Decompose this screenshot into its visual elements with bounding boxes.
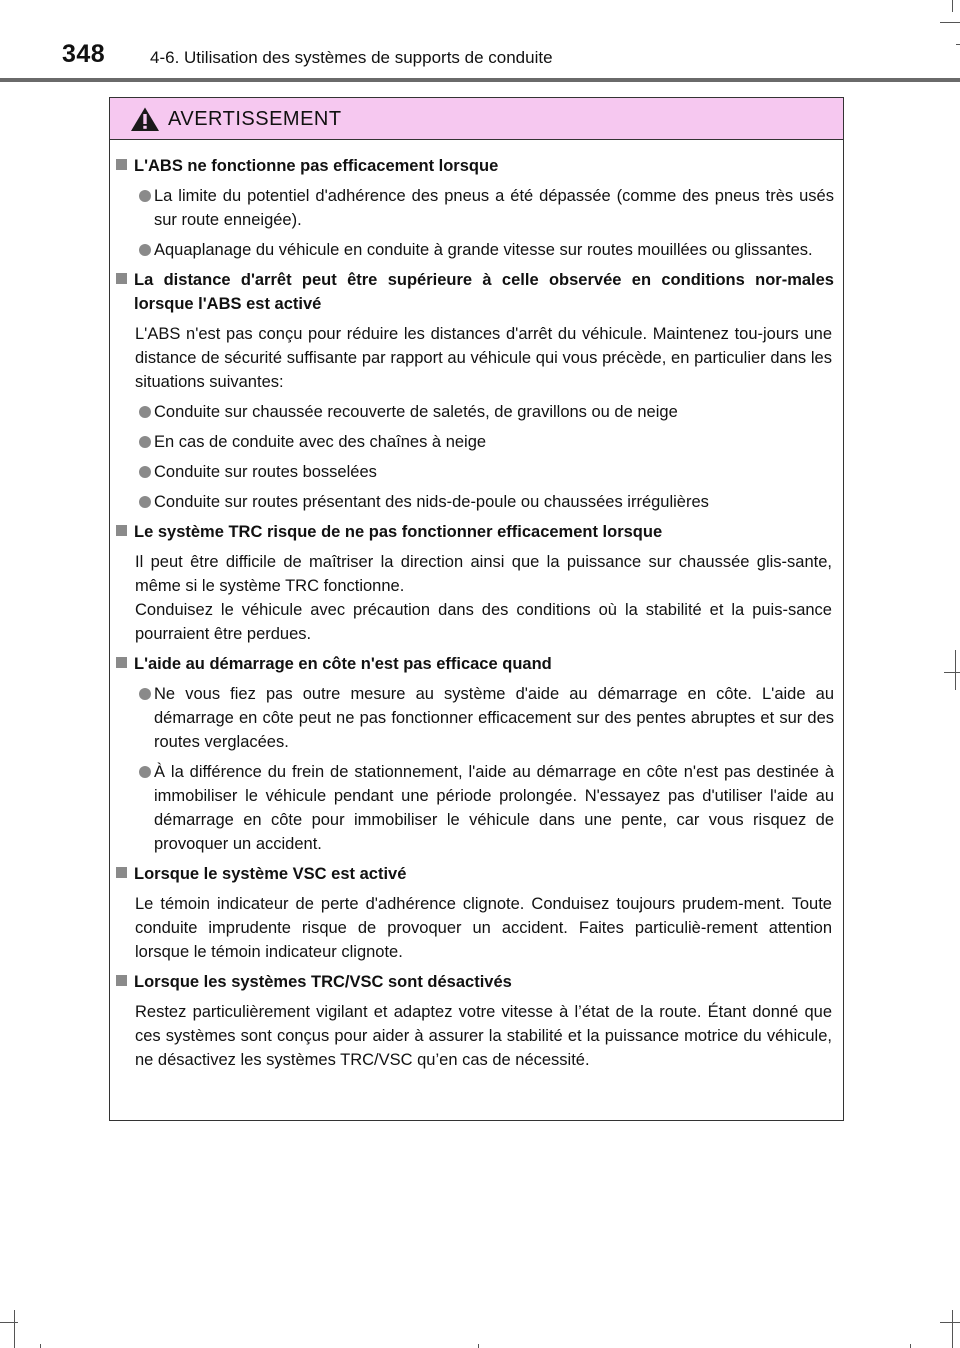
warning-section bbox=[110, 520, 842, 646]
body-paragraph: Restez particulièrement vigilant et adaptez votre vitesse à l’état de la route. Étant donné que ces systèmes sont conçus pour aider à assurer la stabilité et la puissance motrice du véhicule, ne désactivez les systèmes TRC/VSC qu’en cas de nécessité. bbox=[135, 1003, 832, 1069]
round-bullet-icon bbox=[139, 190, 151, 202]
section-heading-text: Le système TRC risque de ne pas fonctionner efficacement lorsque bbox=[134, 523, 663, 541]
crop-mark bbox=[478, 1344, 479, 1348]
bullet-item bbox=[110, 238, 842, 262]
section-heading bbox=[110, 970, 842, 994]
section-heading-text: L'ABS ne fonctionne pas efficacement lorsque bbox=[134, 157, 499, 175]
crop-mark bbox=[955, 650, 956, 690]
round-bullet-icon bbox=[139, 244, 151, 256]
bullet-item bbox=[110, 760, 842, 856]
warning-content bbox=[110, 154, 842, 1078]
section-heading bbox=[110, 154, 842, 178]
section-heading-text: Lorsque le système VSC est activé bbox=[134, 865, 407, 883]
crop-mark bbox=[952, 1310, 953, 1348]
body-paragraph: Le témoin indicateur de perte d'adhérence clignote. Conduisez toujours prudem-ment. Toute conduite imprudente risque de provoquer un accident. Faites particuliè-rement attention lorsque le témoin indicateur clignote. bbox=[135, 895, 832, 961]
warning-section bbox=[110, 154, 842, 262]
warning-box bbox=[109, 97, 844, 1121]
square-bullet-icon bbox=[116, 975, 127, 986]
bullet-text: Ne vous fiez pas outre mesure au système d'aide au démarrage en côte. L'aide au démarrage en côte peut ne pas fonctionner efficacement sur des pentes abruptes et sur des routes verglacées. bbox=[154, 685, 834, 751]
square-bullet-icon bbox=[116, 273, 127, 284]
bullet-text: Conduite sur routes bosselées bbox=[154, 463, 377, 481]
warning-triangle-icon bbox=[130, 106, 160, 132]
round-bullet-icon bbox=[139, 496, 151, 508]
square-bullet-icon bbox=[116, 159, 127, 170]
bullet-text: Conduite sur routes présentant des nids-de-poule ou chaussées irrégulières bbox=[154, 493, 709, 511]
page-header bbox=[0, 0, 960, 80]
warning-section bbox=[110, 268, 842, 514]
section-heading-text: La distance d'arrêt peut être supérieure à celle observée en conditions nor-males lorsque l'ABS est activé bbox=[134, 271, 834, 313]
round-bullet-icon bbox=[139, 688, 151, 700]
section-heading bbox=[110, 652, 842, 676]
bullet-text: Aquaplanage du véhicule en conduite à grande vitesse sur routes mouillées ou glissantes. bbox=[154, 241, 813, 259]
round-bullet-icon bbox=[139, 406, 151, 418]
crop-mark bbox=[944, 672, 960, 673]
square-bullet-icon bbox=[116, 525, 127, 536]
bullet-item bbox=[110, 184, 842, 232]
header-rule bbox=[0, 78, 960, 82]
warning-section bbox=[110, 862, 842, 964]
warning-section bbox=[110, 652, 842, 856]
square-bullet-icon bbox=[116, 657, 127, 668]
section-heading-text: L'aide au démarrage en côte n'est pas efficace quand bbox=[134, 655, 552, 673]
round-bullet-icon bbox=[139, 436, 151, 448]
section-heading bbox=[110, 862, 842, 886]
bullet-item bbox=[110, 490, 842, 514]
section-heading bbox=[110, 520, 842, 544]
warning-title: AVERTISSEMENT bbox=[168, 108, 342, 130]
bullet-item bbox=[110, 400, 842, 424]
bullet-item bbox=[110, 460, 842, 484]
body-paragraph: Il peut être difficile de maîtriser la direction ainsi que la puissance sur chaussée glis-sante, même si le système TRC fonctionne. bbox=[135, 553, 832, 595]
page-number: 348 bbox=[62, 40, 106, 68]
section-title: 4-6. Utilisation des systèmes de supports de conduite bbox=[150, 48, 553, 67]
section-heading bbox=[110, 268, 842, 316]
bullet-text: Conduite sur chaussée recouverte de saletés, de gravillons ou de neige bbox=[154, 403, 678, 421]
bullet-text: La limite du potentiel d'adhérence des pneus a été dépassée (comme des pneus très usés sur route enneigée). bbox=[154, 187, 834, 229]
bullet-text: À la différence du frein de stationnement, l'aide au démarrage en côte n'est pas destinée à immobiliser le véhicule pendant une période prolongée. N'essayez pas d'utiliser l'aide au démarrage en côte pour immobiliser le véhicule dans une pente, car vous risquez de provoquer un accident. bbox=[154, 763, 834, 853]
square-bullet-icon bbox=[116, 867, 127, 878]
warning-header bbox=[110, 98, 843, 140]
bullet-item bbox=[110, 682, 842, 754]
crop-mark bbox=[0, 1322, 18, 1323]
crop-mark bbox=[40, 1344, 41, 1348]
bullet-item bbox=[110, 430, 842, 454]
round-bullet-icon bbox=[139, 466, 151, 478]
body-paragraph: Conduisez le véhicule avec précaution dans des conditions où la stabilité et la puis-sance pourraient être perdues. bbox=[135, 601, 832, 643]
bullet-text: En cas de conduite avec des chaînes à neige bbox=[154, 433, 487, 451]
crop-mark bbox=[910, 1344, 911, 1348]
crop-mark bbox=[940, 1322, 960, 1323]
warning-section bbox=[110, 970, 842, 1072]
body-paragraph: L'ABS n'est pas conçu pour réduire les distances d'arrêt du véhicule. Maintenez tou-jours une distance de sécurité suffisante par rapport au véhicule qui vous précède, en particulier dans les situations suivantes: bbox=[135, 325, 832, 391]
round-bullet-icon bbox=[139, 766, 151, 778]
crop-mark bbox=[14, 1310, 15, 1348]
section-heading-text: Lorsque les systèmes TRC/VSC sont désactivés bbox=[134, 973, 512, 991]
